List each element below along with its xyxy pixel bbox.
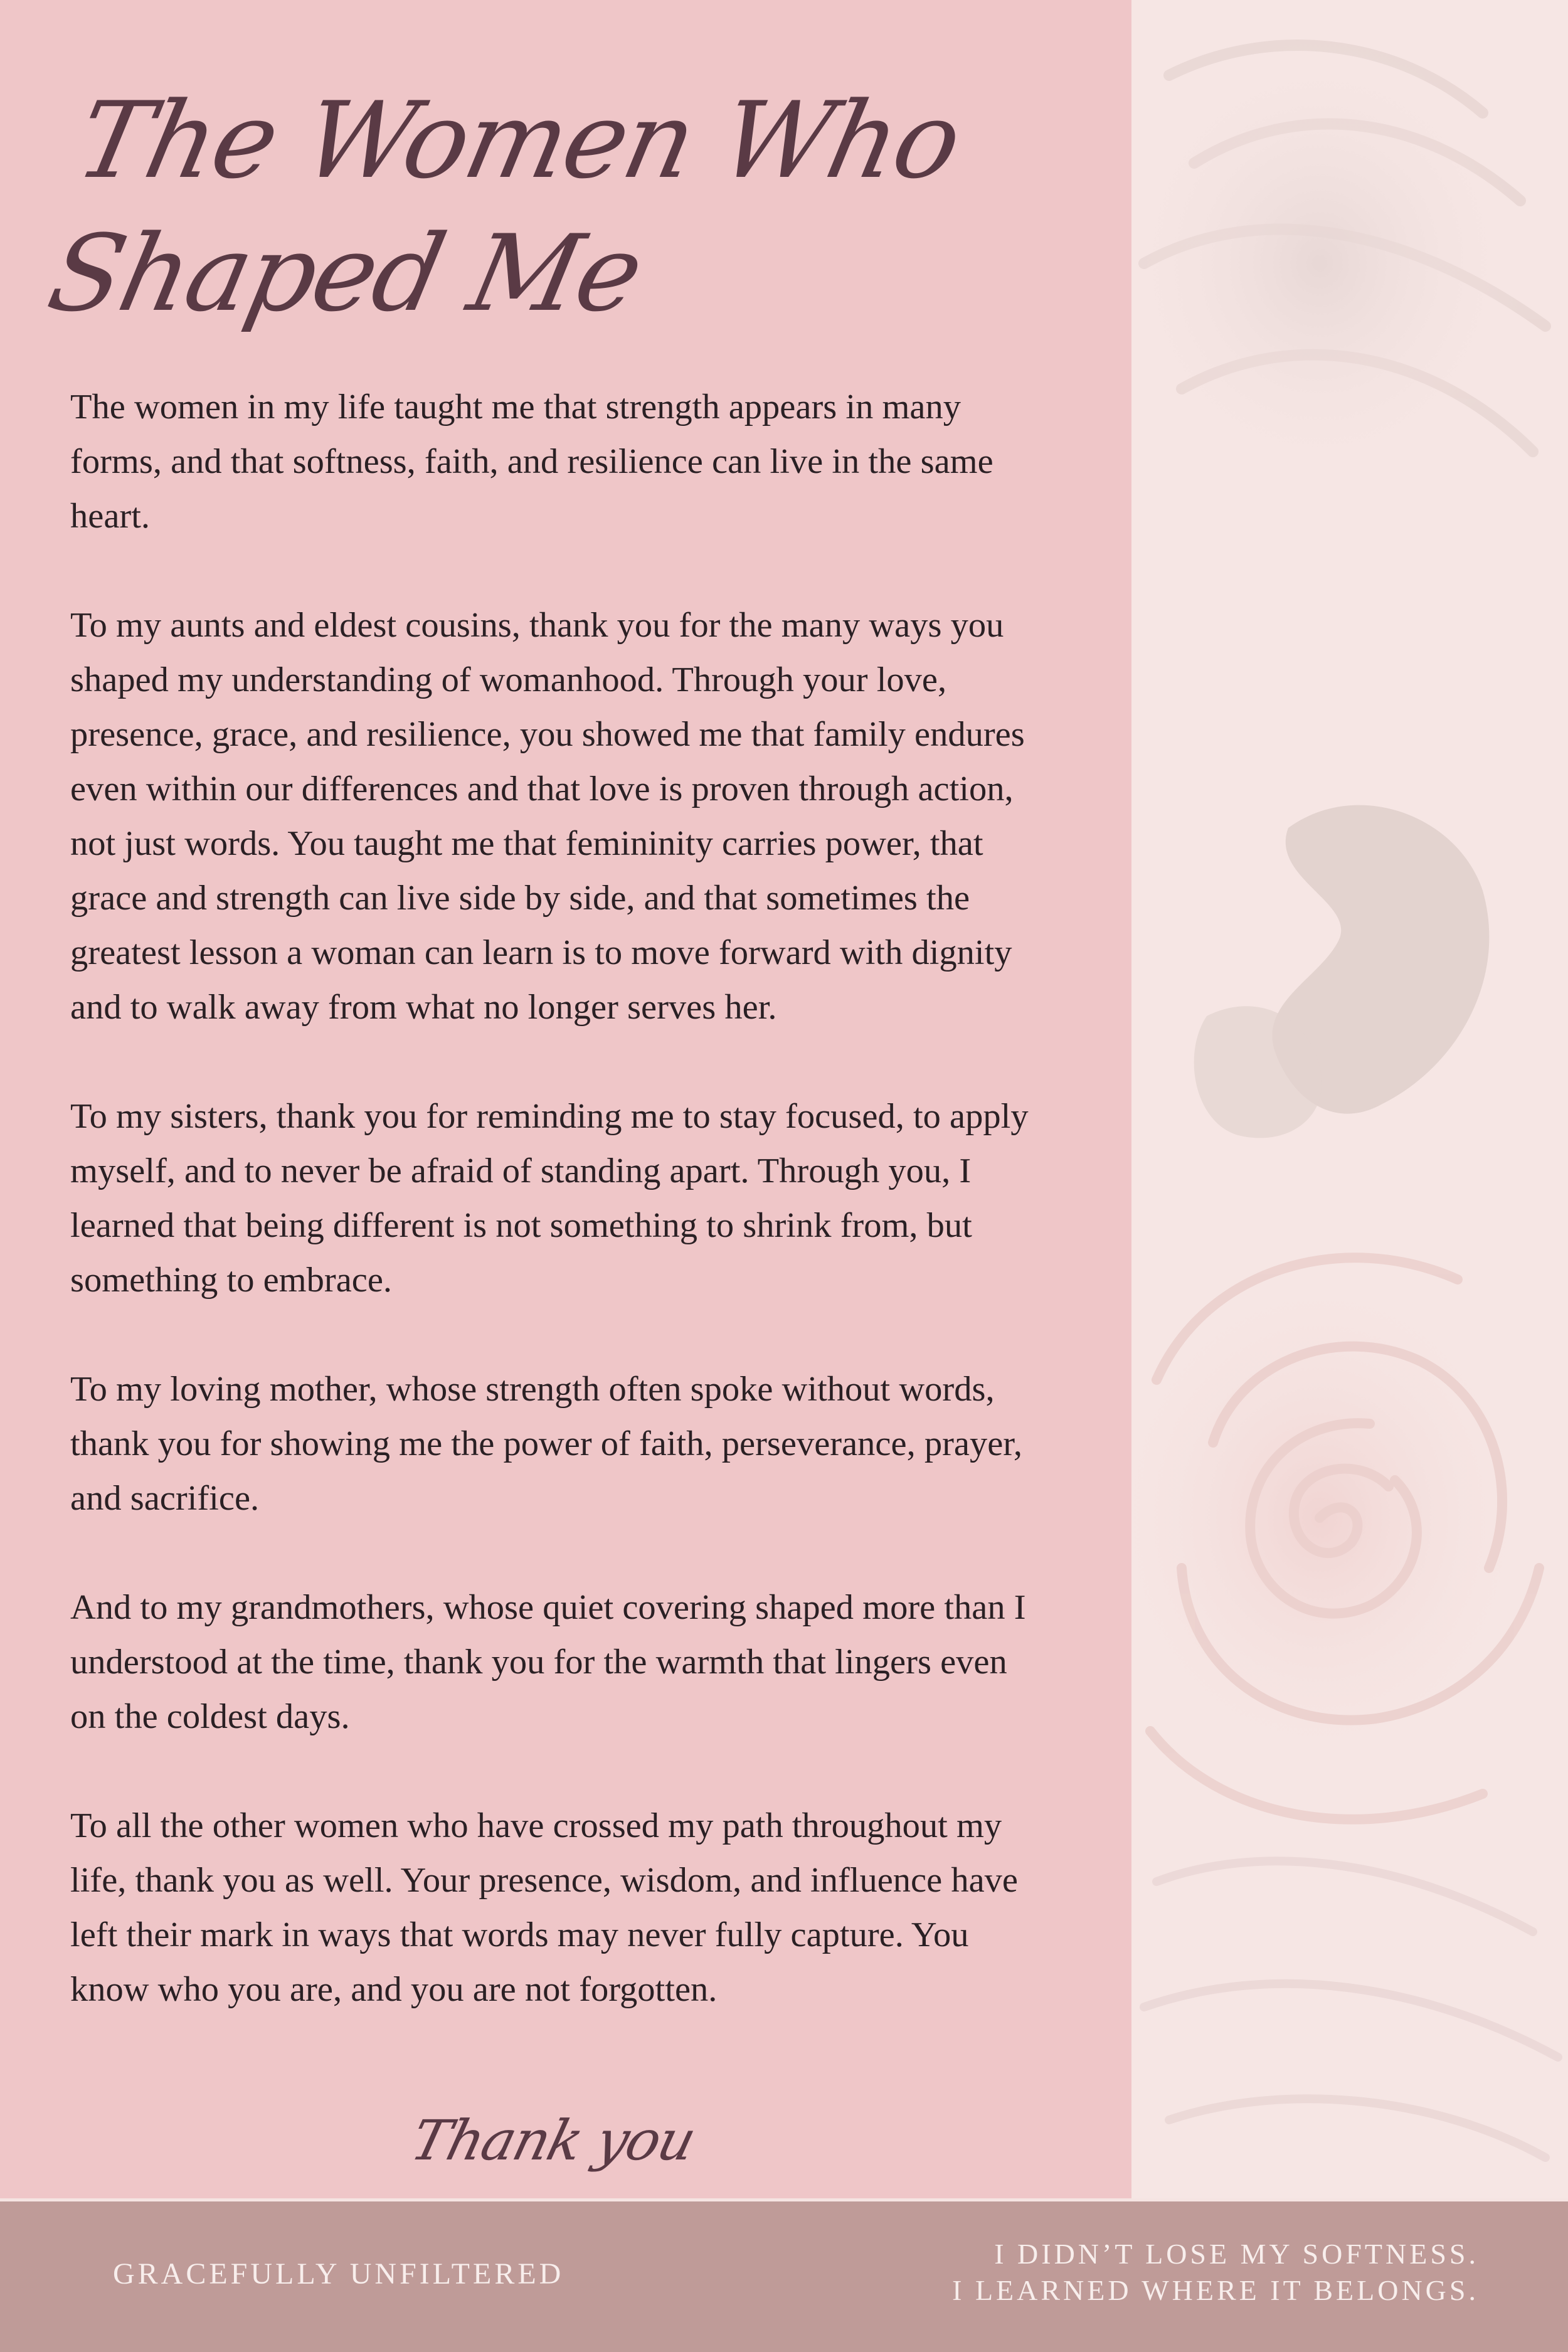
letter-paragraph-other-women: To all the other women who have crossed my path throughout my life, thank you as well. Your presence, wisdom, and influence have left their mark in ways that words may never fully capture. You know who you are, and you are not forgotten. xyxy=(70,1806,1018,2009)
title-line-1: The Women Who xyxy=(66,79,971,202)
letter-paragraph-sisters: To my sisters, thank you for reminding me to stay focused, to apply myself, and to never be afraid of standing apart. Through you, I learned that being different is not something to shrink from, but something to embrace. xyxy=(70,1097,1029,1300)
footer-quote-line-1: I DIDN’T LOSE MY SOFTNESS. xyxy=(994,2238,1479,2270)
signature-thank-you: Thank you xyxy=(405,2108,702,2173)
page-title xyxy=(38,74,1073,340)
title-line-2: Shaped Me xyxy=(38,212,652,335)
rose-photo-icon xyxy=(1131,0,1568,2198)
letter-paragraph-aunts-cousins: To my aunts and eldest cousins, thank you for the many ways you shaped my understanding of womanhood. Through your love, presence, grace, and resilience, you showed me that family endures even within our differences and that love is proven through action, not just words. You taught me that femininity carries power, that grace and strength can live side by side, and that sometimes the greatest lesson a woman can learn is to move forward with dignity and to walk away from what no longer serves her. xyxy=(70,606,1025,1027)
letter-paragraph-mother: To my loving mother, whose strength often spoke without words, thank you for showing me the power of faith, perseverance, prayer, and sacrifice. xyxy=(70,1370,1022,1518)
footer-quote xyxy=(952,2236,1479,2309)
letter-paragraph-intro: The women in my life taught me that strength appears in many forms, and that softness, faith, and resilience can live in the same heart. xyxy=(70,388,993,536)
letter-paragraph-grandmothers: And to my grandmothers, whose quiet covering shaped more than I understood at the time, thank you for the warmth that lingers even on the coldest days. xyxy=(70,1588,1026,1736)
brand-name: GRACEFULLY UNFILTERED xyxy=(113,2257,564,2291)
footer xyxy=(0,2201,1568,2352)
letter-body xyxy=(70,380,1049,2017)
footer-quote-line-2: I LEARNED WHERE IT BELONGS. xyxy=(952,2274,1479,2306)
rose-photo-panel xyxy=(1131,0,1568,2198)
